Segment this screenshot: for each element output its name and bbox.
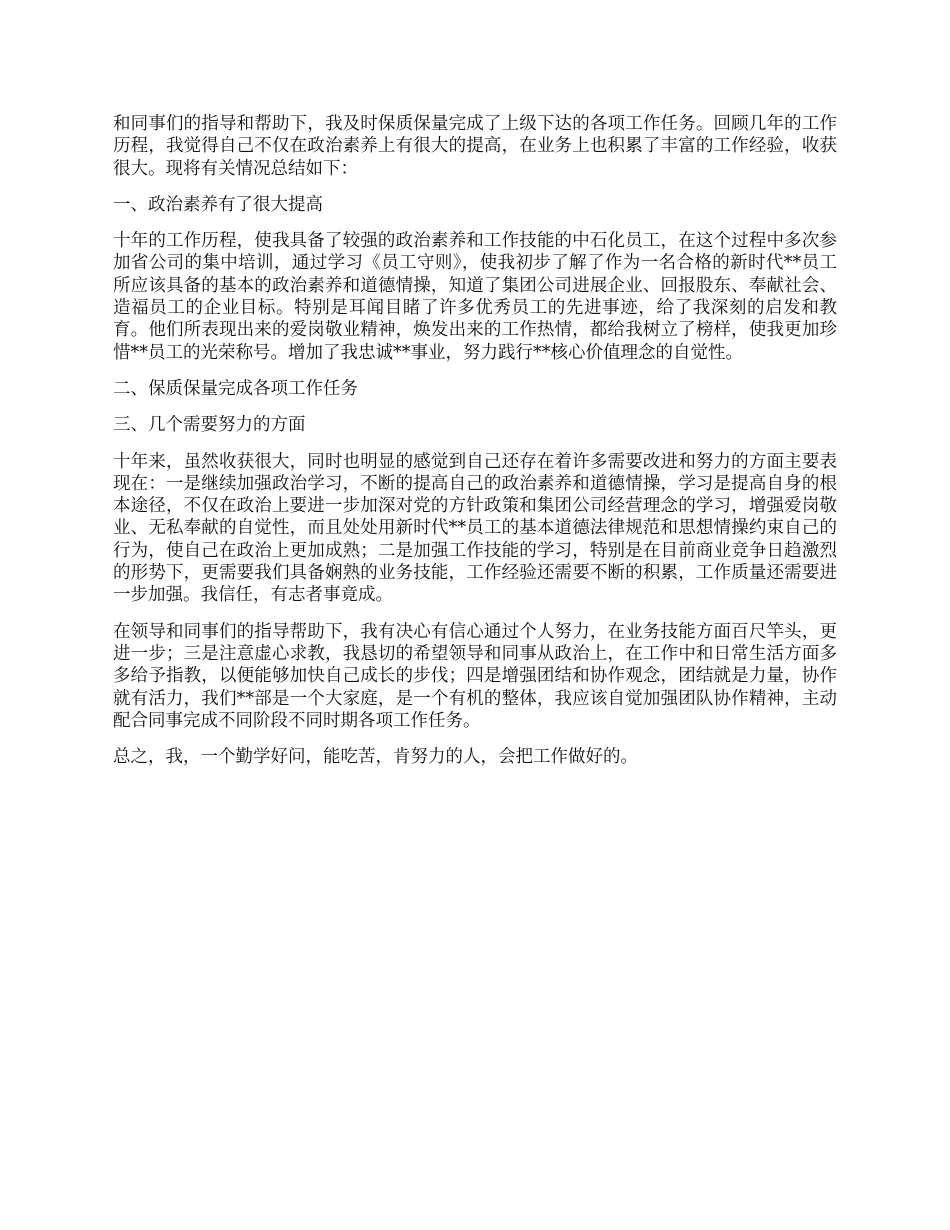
section-heading-improvement: 三、几个需要努力的方面 — [113, 415, 306, 436]
improvement-paragraph: 十年来，虽然收获很大，同时也明显的感觉到自己还存在着许多需要改进和努力的方面主要表现在：一是继续加强政治学习，不断的提高自己的政治素养和道德情操，学习是提高自身的根本途径，不仅在政治上要进一步加深对党的方针政策和集团公司经营理念的学习，增强爱岗敬业、无私奉献的自觉性，而且处处用新时代**员工的基本道德法律规范和思想情操约束自己的行为，使自己在政治上更加成熟；二是加强工作技能的学习，特别是在目前商业竞争日趋激烈的形势下，更需要我们具备娴熟的业务技能，工作经验还需要不断的积累，工作质量还需要进一步加强。我信任，有志者事竟成。 — [113, 451, 837, 606]
political-paragraph: 十年的工作历程，使我具备了较强的政治素养和工作技能的中石化员工，在这个过程中多次参加省公司的集中培训，通过学习《员工守则》，使我初步了解了作为一名合格的新时代**员工所应该具备的基本的政治素养和道德情操，知道了集团公司进展企业、回报股东、奉献社会、造福员工的企业目标。特别是耳闻目睹了许多优秀员工的先进事迹，给了我深刻的启发和教育。他们所表现出来的爱岗敬业精神，焕发出来的工作热情，都给我树立了榜样，使我更加珍惜**员工的光荣称号。增加了我忠诚**事业，努力践行**核心价值理念的自觉性。 — [113, 231, 837, 363]
section-heading-tasks: 二、保质保量完成各项工作任务 — [113, 378, 358, 399]
intro-paragraph: 和同事们的指导和帮助下，我及时保质保量完成了上级下达的各项工作任务。回顾几年的工作历程，我觉得自己不仅在政治素养上有很大的提高，在业务上也积累了丰富的工作经验，收获很大。现将有关情况总结如下： — [113, 114, 837, 179]
section-heading-political: 一、政治素养有了很大提高 — [113, 194, 323, 215]
conclusion-paragraph: 总之，我，一个勤学好问，能吃苦，肯努力的人，会把工作做好的。 — [113, 747, 638, 768]
document-body — [113, 113, 837, 782]
resolve-paragraph: 在领导和同事们的指导帮助下，我有决心有信心通过个人努力，在业务技能方面百尺竿头，更进一步；三是注意虚心求教，我恳切的希望领导和同事从政治上，在工作中和日常生活方面多多给予指教，以便能够加快自己成长的步伐；四是增强团结和协作观念，团结就是力量，协作就有活力，我们**部是一个大家庭，是一个有机的整体，我应该自觉加强团队协作精神，主动配合同事完成不同阶段不同时期各项工作任务。 — [113, 621, 837, 731]
